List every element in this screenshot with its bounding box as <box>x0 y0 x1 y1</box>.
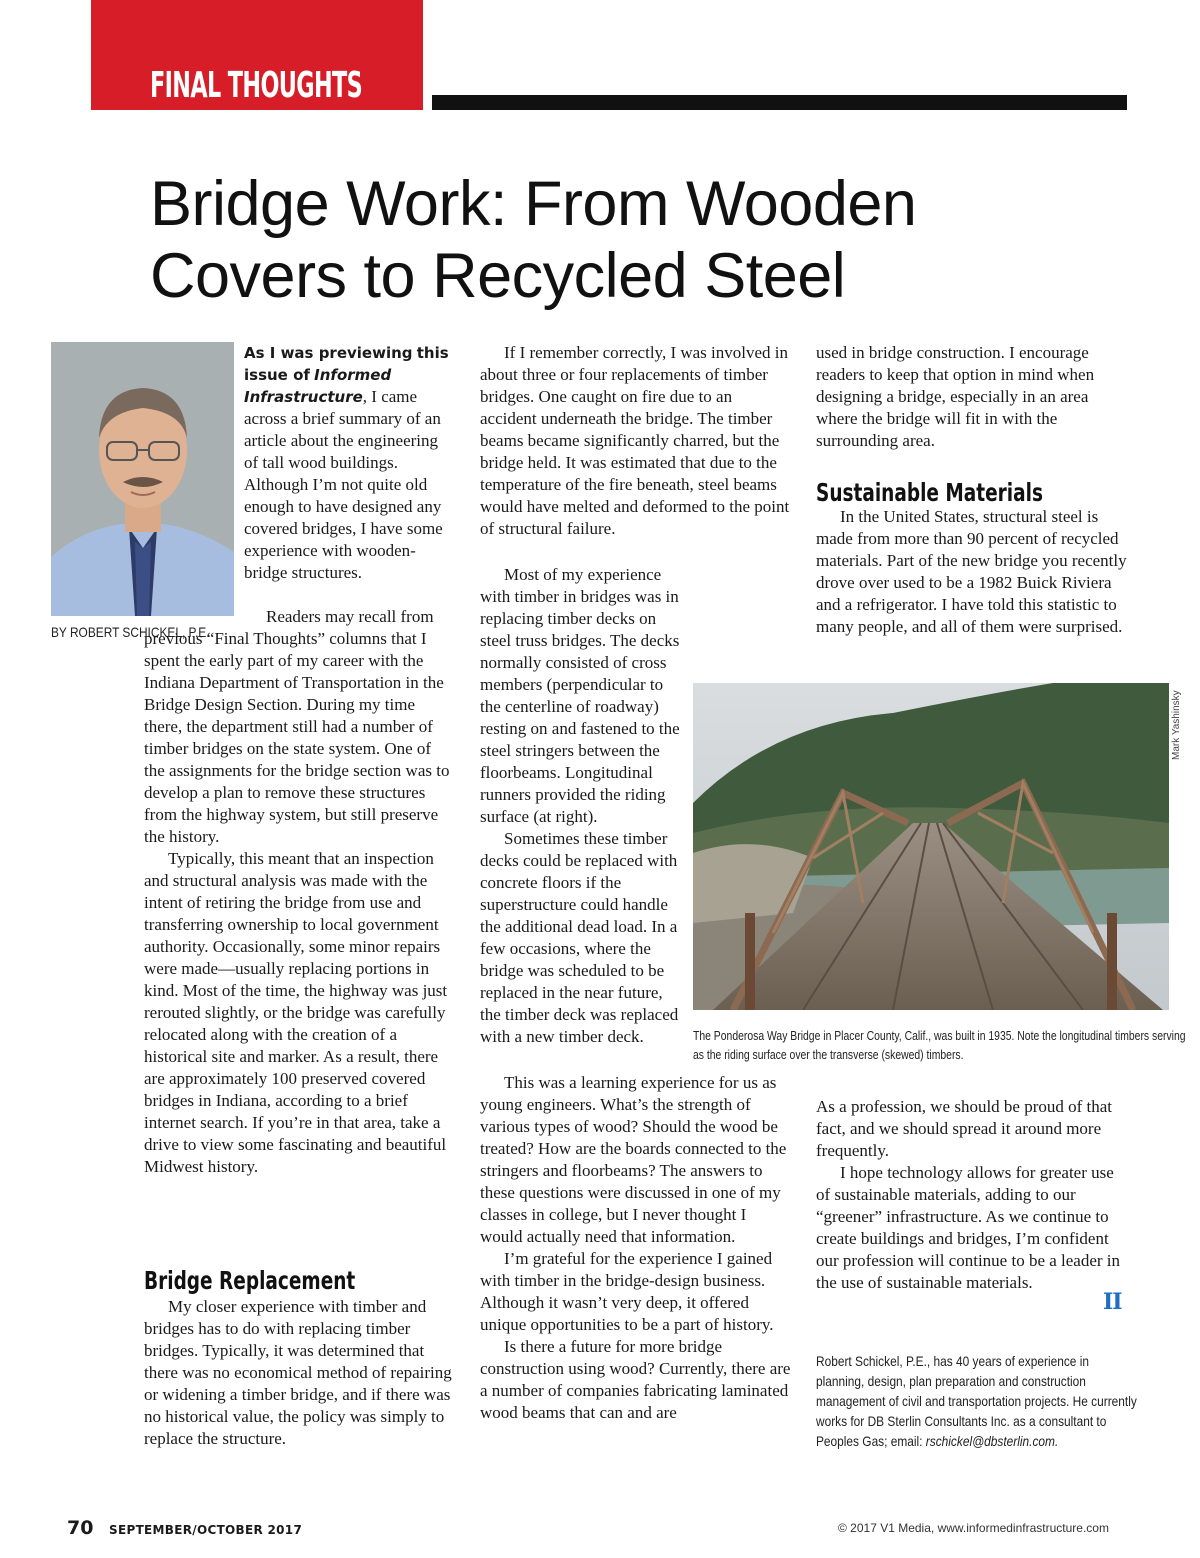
author-bio <box>816 1351 1139 1451</box>
magazine-name: Informed Infrastructure <box>244 366 392 406</box>
photo-credit-text: Mark Yashinsky <box>1171 690 1182 760</box>
header-rule <box>432 95 1127 110</box>
paragraph: In the United States, structural steel is made from more than 90 percent of recycled materials. Part of the new bridge you recently drove over used to be a 1982 Buick Riviera and a refrigerator. I have told this statistic to many people, and all of them were surprised. <box>816 507 1127 636</box>
column-1-intro <box>244 342 456 584</box>
end-mark-icon: II <box>1103 1289 1122 1315</box>
heading-bridge-replacement: Bridge Replacement <box>144 1266 356 1295</box>
heading-sustainable-materials: Sustainable Materials <box>816 478 1043 507</box>
photo-credit <box>1171 690 1191 770</box>
column-2-bottom <box>480 1072 792 1424</box>
footer-left <box>67 1517 302 1539</box>
column-3-middle <box>816 506 1128 638</box>
article-title <box>150 168 1050 312</box>
paragraph: Readers may recall from previous “Final Thoughts” columns that I spent the early part of my career with the Indiana Department of Transportation in the Bridge Design Section. During my time there, the department still had a number of timber bridges on the state system. One of the assignments for the bridge section was to develop a plan to remove these structures from the highway system, but still preserve the history. <box>144 607 450 846</box>
paragraph: As a profession, we should be proud of that fact, and we should spread it around more frequently. <box>816 1097 1113 1160</box>
paragraph: I’m grateful for the experience I gained with timber in the bridge-design business. Although it wasn’t very deep, it offered unique opportunities to be a part of history. <box>480 1249 774 1334</box>
photo-caption: The Ponderosa Way Bridge in Placer County, Calif., was built in 1935. Note the longitudinal timbers serving as the riding surface over the transverse (skewed) timbers. <box>693 1028 1186 1062</box>
title-line-2: Covers to Recycled Steel <box>150 241 846 311</box>
paragraph: I hope technology allows for greater use of sustainable materials, adding to our “greener” infrastructure. As we continue to create buildings and bridges, I’m confident our profession will continue to be a leader in the use of sustainable materials. <box>816 1163 1121 1292</box>
page-number: 70 <box>67 1517 94 1539</box>
lead-bold-1: As I was previewing <box>244 344 413 362</box>
issue-date: SEPTEMBER/OCTOBER 2017 <box>109 1523 303 1537</box>
column-2-middle <box>480 564 680 1048</box>
lead-paragraph <box>244 342 456 584</box>
copyright: © 2017 V1 Media, www.informedinfrastructure.com <box>838 1521 1109 1535</box>
author-portrait-image <box>51 342 234 616</box>
bridge-image <box>693 683 1169 1010</box>
paragraph: Sometimes these timber decks could be replaced with concrete floors if the superstructure could handle the additional dead load. In a few occasions, where the bridge was scheduled to be replaced in the near future, the timber deck was replaced with a new timber deck. <box>480 829 679 1046</box>
column-2-top <box>480 342 792 540</box>
paragraph: used in bridge construction. I encourage readers to keep that option in mind when designing a bridge, especially in an area where the bridge will fit in with the surrounding area. <box>816 343 1095 450</box>
column-1-body <box>144 606 456 1178</box>
column-1-bottom <box>144 1296 456 1450</box>
paragraph: My closer experience with timber and bridges has to do with replacing timber bridges. Typically, it was determined that there was no economical method of repairing or widening a timber bridge, and if there was no historical value, the policy was simply to replace the structure. <box>144 1297 452 1448</box>
author-byline: BY ROBERT SCHICKEL, P.E. <box>51 624 210 640</box>
bridge-photo <box>693 683 1169 1010</box>
section-label: FINAL THOUGHTS <box>150 65 363 106</box>
column-3-top <box>816 342 1128 452</box>
lead-bold-2: this issue of <box>244 344 449 384</box>
paragraph: If I remember correctly, I was involved in about three or four replacements of timber bridges. One caught on fire due to an accident underneath the bridge. The timber beams became significantly charred, but the bridge held. It was estimated that due to the temperature of the fire beneath, steel beams would have melted and deformed to the point of structural failure. <box>480 343 790 538</box>
bio-email[interactable]: rschickel@dbsterlin.com. <box>925 1433 1059 1449</box>
paragraph: Is there a future for more bridge construction using wood? Currently, there are a number of companies fabricating laminated wood beams that can and are <box>480 1337 791 1422</box>
column-3-bottom <box>816 1096 1128 1294</box>
paragraph: This was a learning experience for us as young engineers. What’s the strength of various types of wood? Should the wood be treated? How are the boards connected to the stringers and floorbeams? The answers to these questions were discussed in one of my classes in college, but I never thought I would actually need that information. <box>480 1073 787 1246</box>
lead-rest: , I came across a brief summary of an article about the engineering of tall wood buildings. Although I’m not quite old enough to have designed any covered bridges, I have some experience with wooden-bridge structures. <box>244 387 443 582</box>
paragraph: Most of my experience with timber in bridges was in replacing timber decks on steel truss bridges. The decks normally consisted of cross members (perpendicular to the centerline of roadway) resting on and fastened to the steel stringers between the floorbeams. Longitudinal runners provided the riding surface (at right). <box>480 565 680 826</box>
paragraph: Typically, this meant that an inspection and structural analysis was made with the intent of retiring the bridge from use and transferring ownership to local government authority. Occasionally, some minor repairs were made—usually replacing portions in kind. Most of the time, the highway was just rerouted slightly, or the bridge was carefully relocated along with the creation of a historical site and marker. As a result, there are approximately 100 preserved covered bridges in Indiana, according to a brief internet search. If you’re in that area, take a drive to view some fascinating and beautiful Midwest history. <box>144 849 448 1176</box>
bio-text: Robert Schickel, P.E., has 40 years of experience in planning, design, plan preparation and construction management of civil and transportation projects. He currently works for DB Sterlin Consultants Inc. as a consultant to Peoples Gas; email: <box>816 1353 1137 1449</box>
author-photo <box>51 342 234 616</box>
title-line-1: Bridge Work: From Wooden <box>150 169 917 239</box>
